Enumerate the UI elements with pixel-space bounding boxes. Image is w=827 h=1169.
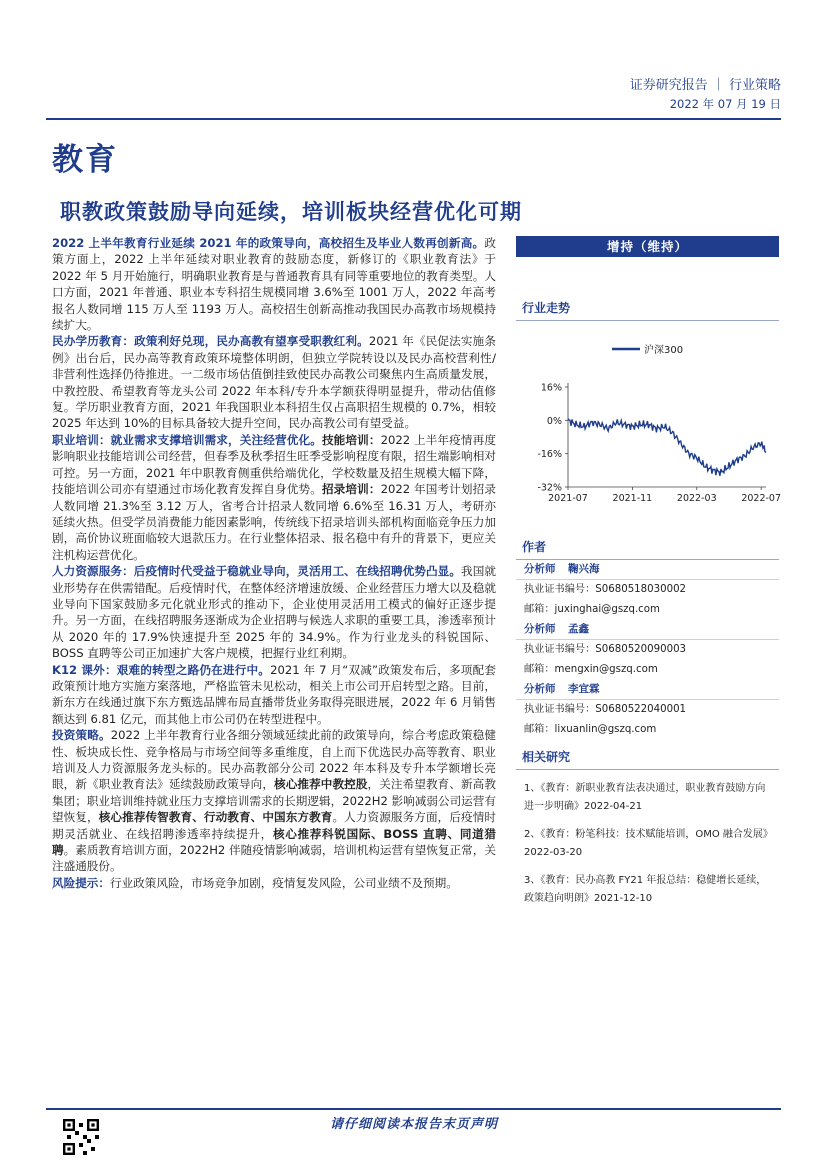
sidebar (516, 236, 782, 908)
y-tick-label: 16% (540, 382, 562, 394)
report-title: 职教政策鼓励导向延续，培训板块经营优化可期 (60, 200, 522, 224)
skill-training-text: 2022 上半年疫情再度影响职业技能培训公司经营，但春季及秋季招生旺季受影响程度有限，招生端影响相对可控。另一方面，2021 年中职教育侧重供给端优化，学校数量及招生规模大幅下降，技能培训公司亦有望通过市场化教育发挥自身优势。 (52, 432, 496, 497)
analyst-name-text: 李宜霖 (568, 683, 600, 695)
report-date: 2022 年 07 月 19 日 (669, 97, 781, 111)
analyst-block-1 (516, 560, 779, 620)
y-tick-label: -16% (537, 449, 562, 461)
risk-heading: 风险提示： (52, 875, 110, 890)
analyst-block-3 (516, 680, 779, 740)
paragraph-hr-services (52, 563, 496, 661)
strategy-text-4: 。素质教育培训方面，2022H2 伴随疫情影响减弱，培训机构运营有望恢复正常，关注盛通股份。 (52, 843, 496, 874)
x-tick-label: 2021-11 (612, 493, 653, 504)
analyst-email[interactable]: 邮箱：lixuanlin@gszq.com (524, 724, 657, 735)
y-tick-label: 0% (546, 415, 562, 427)
k12-text: 2021 年 7 月“双减”政策发布后，多项配套政策预计地方实施方案落地，严格监管未见松动，相关上市公司开启转型之路。目前，新东方在线通过旗下东方甄选品牌布局直播带货业务取得亮眼进展，2022 年 6 月销售额达到 6.81 亿元，而其他上市公司仍在转型进程中。 (52, 662, 496, 726)
analyst-email[interactable]: 邮箱：juxinghai@gszq.com (524, 604, 660, 615)
related-item-line: 进一步明确》2022-04-21 (524, 801, 643, 812)
analyst-role: 分析师 (524, 563, 556, 575)
strategy-pick-3: 核心推荐科锐国际、BOSS 直聘、同道猎聘 (52, 826, 496, 858)
skill-training-label: 技能培训： (321, 432, 381, 447)
related-item-line: 1、《教育：新职业教育法表决通过，职业教育鼓励方向 (524, 783, 766, 794)
related-item[interactable] (516, 780, 779, 816)
paragraph-k12 (52, 662, 496, 728)
strategy-pick-2: 核心推荐传智教育、行动教育、中国东方教育 (98, 810, 333, 825)
related-item-line: 3、《教育：民办高教 FY21 年报总结：稳健增长延续， (524, 875, 767, 886)
analyst-cert: 执业证书编号：S0680522040001 (524, 704, 687, 715)
related-section-title: 相关研究 (516, 744, 779, 770)
strategy-text-2: ，关注希望教育、新高教集团；职业培训维持就业压力支撑培训需求的长期逻辑，2022H2 影响减弱公司运营有望恢复， (52, 777, 496, 825)
qr-code-icon (63, 1119, 99, 1155)
footer-divider (46, 1108, 781, 1110)
series-line-hs300 (568, 419, 766, 476)
authors-section-title: 作者 (516, 534, 779, 560)
analyst-name (516, 680, 779, 700)
strategy-text-3: 。人力资源服务方面，后疫情时期灵活就业、在线招聘渗透率持续提升， (52, 810, 496, 841)
hr-heading: 人力资源服务：后疫情时代受益于稳就业导向，灵活用工、在线招聘优势凸显。 (52, 564, 462, 579)
related-item-line: 政策趋向明朗》2021-12-10 (524, 893, 653, 904)
x-tick-label: 2021-07 (548, 493, 588, 504)
analyst-cert: 执业证书编号：S0680520090003 (524, 644, 687, 655)
private-education-heading: 民办学历教育：政策利好兑现，民办高教有望享受职教红利。 (52, 334, 369, 349)
rating-badge: 增持（维持） (516, 236, 779, 257)
related-item-line: 2022-03-20 (524, 847, 583, 858)
paragraph-private-education (52, 333, 496, 431)
x-tick-label: 2022-03 (676, 493, 717, 504)
related-item[interactable] (516, 826, 779, 862)
paragraph-risk (52, 875, 496, 891)
strategy-pick-1: 核心推荐中教控股 (274, 777, 368, 792)
header-divider (46, 118, 781, 120)
hr-text: 我国就业形势存在供需错配。后疫情时代，在整体经济增速放缓、企业经营压力增大以及稳就业导向下国家鼓励多元化就业形式的推动下，企业使用灵活用工模式的偏好正逐步提升。另一方面，在线招聘服务逐渐成为企业招聘与候选人求职的重要工具，渗透率预计从 2020 年的 17.9%快速提升至 2025 年的 34.9%。作为行业龙头的科锐国际、BOSS 直聘等公司正加速扩大客户规模，把握行业红利期。 (52, 564, 496, 661)
disclaimer-note: 请仔细阅读本报告末页声明 (330, 1117, 499, 1132)
recruitment-training-label: 招录培训： (321, 482, 381, 497)
sector-title: 教育 (52, 142, 118, 178)
overview-text: 政策方面上，2022 上半年延续对职业教育的鼓励态度，新修订的《职业教育法》于 2022 年 5 月开始施行，明确职业教育是与普通教育具有同等重要地位的教育类型。人口方面，2021 年普通、职业本专科招生规模同增 3.6%至 1001 万人，2022 年高考报名人数同增 115 万人至 1193 万人。高校招生创新高推动我国民办高教市场规模持续扩大。 (52, 236, 496, 333)
risk-text: 行业政策风险，市场竞争加剧，疫情复发风险，公司业绩不及预期。 (109, 875, 458, 890)
legend-label: 沪深300 (644, 345, 684, 356)
vocational-heading: 职业培训：就业需求支撑培训需求，关注经营优化。 (52, 432, 322, 447)
strategy-heading: 投资策略。 (52, 728, 111, 743)
x-tick-label: 2022-07 (741, 493, 782, 504)
paragraph-overview (52, 235, 496, 333)
analyst-role: 分析师 (524, 623, 556, 635)
related-item[interactable] (516, 872, 779, 908)
related-item-line: 2、《教育：粉笔科技：技术赋能培训，OMO 融合发展》 (524, 829, 773, 840)
y-tick-label: -32% (537, 482, 562, 494)
recruitment-training-text: 2022 年国考计划招录人数同增 21.3%至 3.12 万人，省考合计招录人数同增 6.6%至 16.31 万人，考研亦延续火热。但受学员消费能力能因素影响，传统线下招录培训头部机构面临竞争压力加剧，高价协议班面临较大退款压力。在行业整体招录、报名稳中有升的背景下，更应关注机构运营优化。 (52, 482, 496, 562)
analyst-name-text: 鞠兴海 (568, 563, 600, 575)
overview-heading: 2022 上半年教育行业延续 2021 年的政策导向，高校招生及毕业人数再创新高。 (52, 236, 485, 250)
paragraph-vocational-training (52, 432, 496, 563)
private-education-text: 2021 年《民促法实施条例》出台后，民办高等教育政策环境整体明朗，但独立学院转设以及民办高校营利性/非营利性选择仍待推进。一二级市场估值倒挂致使民办高教公司聚焦内生高质量发展，中教控股、希望教育等龙头公司 2022 年本科/专升本学额获得明显提升，带动估值修复。学历职业教育方面，2021 年我国职业本科招生仅占高职招生规模的 0.7%，相较 2025 年达到 10%的目标具备较大提升空间，民办高教公司有望受益。 (52, 334, 496, 431)
analyst-cert: 执业证书编号：S0680518030002 (524, 584, 687, 595)
analyst-role: 分析师 (524, 683, 556, 695)
analyst-block-2 (516, 620, 779, 680)
analyst-name (516, 560, 779, 580)
paragraph-strategy (52, 727, 496, 875)
analyst-name-text: 孟鑫 (568, 623, 589, 635)
report-body (52, 235, 496, 891)
strategy-text-1: 2022 上半年教育行业各细分领域延续此前的政策导向，综合考虑政策稳健性、板块成长性、竞争格局与市场空间等多重维度，自上而下优选民办高等教育、职业培训及人力资源服务龙头标的。民办高教部分公司 2022 年本科及专升本学额增长亮眼，新《职业教育法》延续鼓励政策导向， (52, 728, 496, 792)
analyst-name (516, 620, 779, 640)
k12-heading: K12 课外：艰难的转型之路仍在进行中。 (52, 662, 271, 677)
report-type: 证券研究报告 ｜ 行业策略 (629, 78, 781, 93)
trend-section-title: 行业走势 (516, 295, 779, 321)
analyst-email[interactable]: 邮箱：mengxin@gszq.com (524, 664, 658, 675)
index-trend-chart (516, 331, 782, 504)
